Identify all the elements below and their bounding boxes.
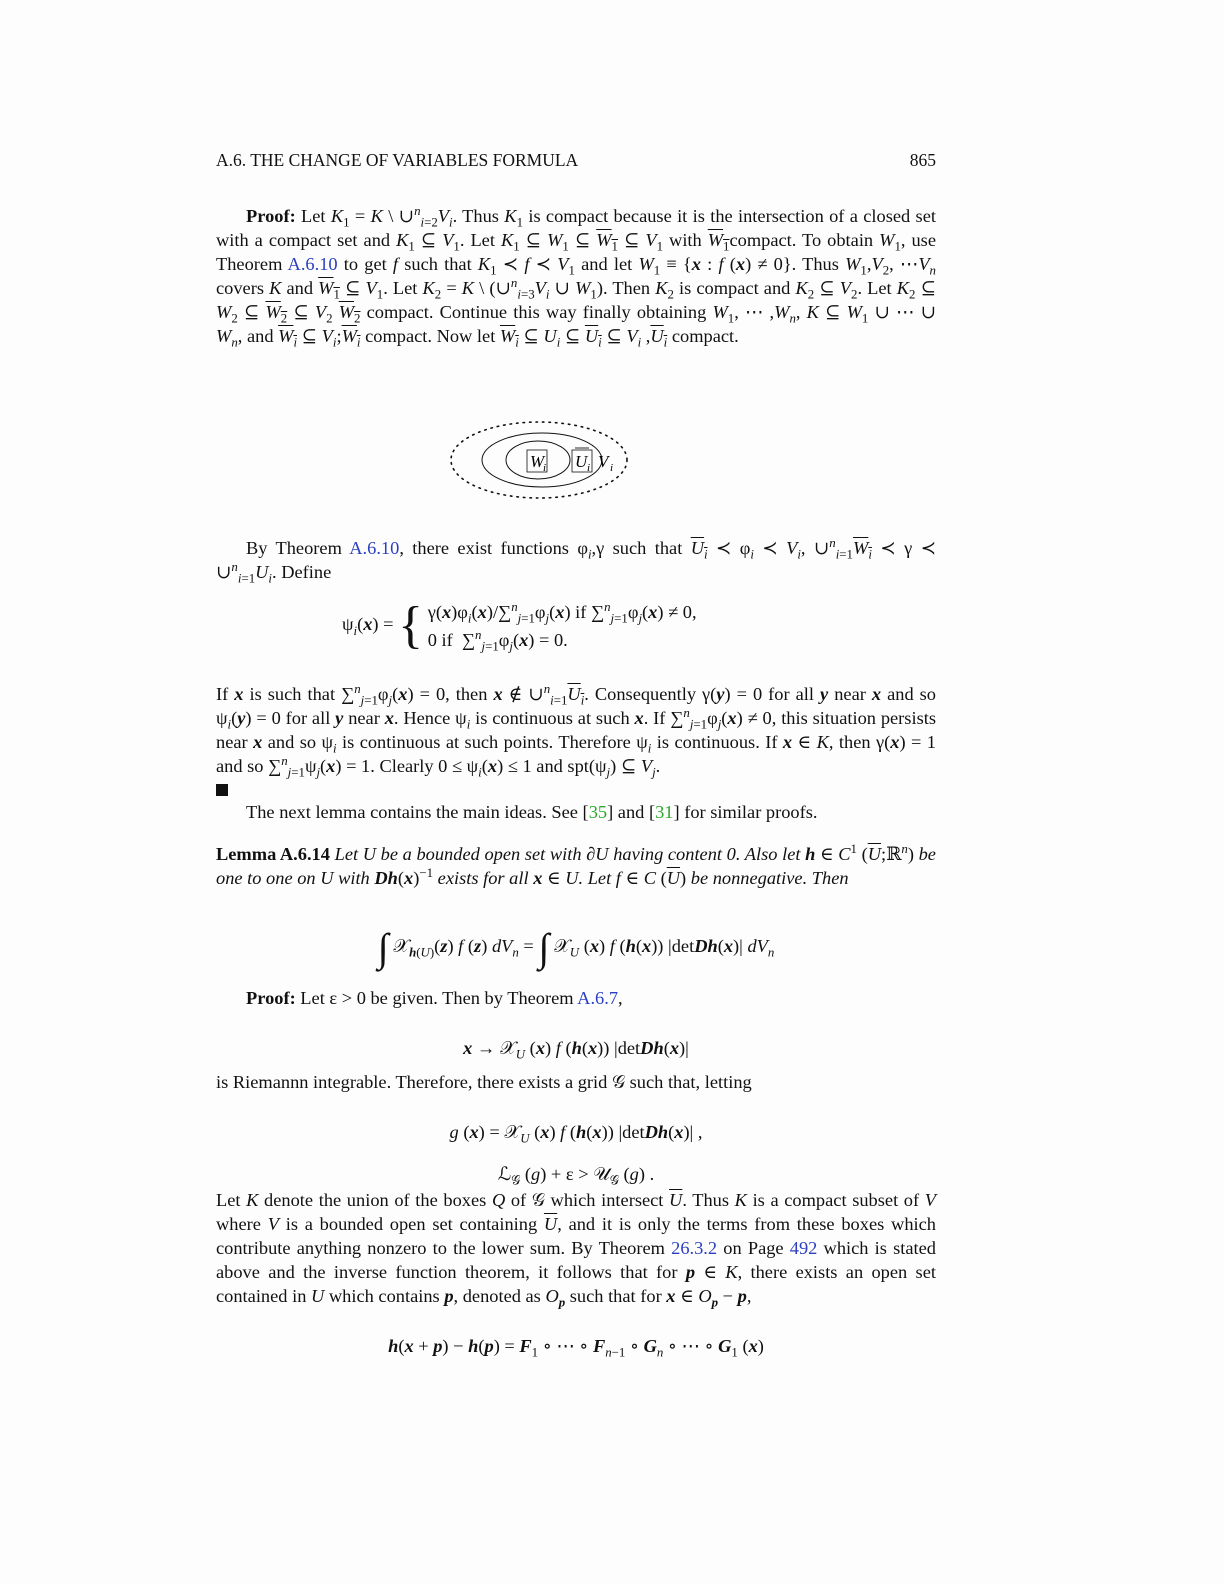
citation-link[interactable]: 35 — [588, 802, 608, 822]
paragraph-4: The next lemma contains the main ideas. See [35] and [31] for similar proofs. — [246, 802, 818, 822]
riemann-integrable-sentence: is Riemannn integrable. Therefore, there exists a grid 𝒢 such that, letting — [216, 1072, 752, 1092]
running-header — [216, 148, 936, 172]
lemma-statement: Lemma A.6.14 Let U be a bounded open set with ∂U having content 0. Also let h ∈ $C^1$ $(\overline{U};ℝ^n)$ be one to one on U with $Dh(x)^{-1}$ exists for all x ∈ U. Let f ∈ C $(\overline{U})$ be nonnegative. Then — [216, 841, 936, 888]
header-section: A.6. THE CHANGE OF VARIABLES FORMULA — [216, 150, 579, 170]
u-label: U — [575, 452, 588, 471]
paragraph-2: By Theorem A.6.10, there exist functions $\varphi_i,\gamma$ such that $U_i$ ≺ $\varphi_i$ ≺ $V_i$, $\cup^n_{i=1}W_i$ ≺ γ ≺ $\cup^n_{i=1}U_i$. Define — [216, 535, 936, 586]
nested-sets-figure — [446, 414, 636, 506]
paragraph-6: Let K denote the union of the boxes Q of 𝒢 which intersect $\overline{U}$. Thus K is a compact subset of V where V is a bounded open set containing $\overline{U}$, and it is only the terms from these boxes which contribute anything nonzero to the lower sum. By Theorem 26.3.2 on Page 492 which is stated above and the inverse function theorem, it follows that for p ∈ K, there exists an open set contained in U which contains p, denoted as $O_p$ such that for x ∈ $O_p - p$, — [216, 1190, 937, 1310]
integrand-map-equation: x → 𝒳$_U$ (x) f (h(x)) |detDh(x)| — [463, 1038, 689, 1062]
proof-label: Proof: — [246, 206, 296, 226]
v-subscript: i — [610, 462, 614, 474]
end-of-proof-square — [216, 784, 228, 796]
proof-label: Proof: — [246, 988, 296, 1008]
v-label: V — [598, 452, 609, 471]
theorem-link[interactable]: A.6.10 — [287, 254, 338, 274]
w-label: W — [530, 452, 545, 471]
theorem-link[interactable]: A.6.7 — [577, 988, 619, 1008]
citation-link[interactable]: 31 — [655, 802, 674, 822]
lower-upper-sum-inequality: ℒ$_𝒢$ (g) + ε > 𝒰$_𝒢$ (g) . — [497, 1164, 655, 1188]
proof-paragraph-1: Proof: Let $K_1 = K$ \ $\cup^n_{i=2}V_i$. Thus $K_1$ is compact because it is the intersection of a closed set with a compact set and $K_1$ ⊆ $V_1$. Let $K_1$ ⊆ $W_1$ ⊆ $W_1$ ⊆ $V_1$ with $W_1compact$. To obtain $W_1$, use Theorem A.6.10 to get f such that $K_1$ ≺ f ≺ $V_1$ and let $W_1 \equiv \{x$ : f (x) ≠ 0}. Thus $W_1,V_2$, $\cdots V_n$ covers K and $W_1$ ⊆ $V_1$. Let $K_2 = K$ \ ($\cup^n_{i=3}V_i$ ∪ $W_1$). Then $K_2$ is compact and $K_2$ ⊆ $V_2$. Let $K_2$ ⊆ $W_2$ ⊆ $W_2$ ⊆ $V_2$ $W_2$ compact. Continue this way finally obtaining $W_1$, ⋯ $,W_n$, K ⊆ $W_1$ ∪ ⋯ ∪ $W_n$, and $W_i$ ⊆ $V_i;W_i$ compact. Now let $W_i$ ⊆ $U_i$ ⊆ $U_i$ ⊆ $V_i$ $,U_i$ compact. — [216, 203, 936, 350]
theorem-link[interactable]: 26.3.2 — [671, 1238, 718, 1258]
psi-definition-equation: $\psi_i(x)$ = { $\gamma(x)\varphi_i(x)/\sum^n_{j=1}\varphi_j(x)$ if $\sum^n_{j=1}\varphi_j(x) \ne 0$, 0 if $\sum^n_{j=1}\varphi_j(x) = 0$. — [342, 597, 697, 654]
g-definition-equation: g (x) = 𝒳$_U$ (x) f (h(x)) |detDh(x)| , — [449, 1122, 703, 1146]
change-of-variables-equation: ∫ 𝒳$_{h(U)}$(z) f (z) $dV_n$ = ∫ 𝒳$_U$ (x) f (h(x)) |detDh(x)| $dV_n$ — [377, 924, 775, 970]
page-link[interactable]: 492 — [789, 1238, 818, 1258]
paragraph-4-text: The next lemma contains the main ideas. See — [246, 802, 578, 822]
lemma-label: Lemma A.6.14 — [216, 844, 330, 864]
u-subscript: i — [587, 462, 591, 474]
composition-equation: $h(x + p) - h(p) = F_1$ ∘ ⋯ ∘ $F_{n-1}$ ∘ $G_n$ ∘ ⋯ ∘ $G_1$ (x) — [388, 1336, 764, 1360]
paragraph-3: If x is such that $\sum^n_{j=1}\varphi_j(x) = 0$, then x ∉ $\cup^n_{i=1}U_i$. Consequently γ(y) = 0 for all y near x and so $\psi_i(y) = 0$ for all y near x. Hence $\psi_i$ is continuous at such x. If $\sum^n_{j=1}\varphi_j(x) \ne 0$, this situation persists near x and so $\psi_i$ is continuous at such points. Therefore $\psi_i$ is continuous. If x ∈ K, then γ(x) = 1 and so $\sum^n_{j=1}\psi_j(x) = 1$. Clearly $0 \le \psi_i(x) \le 1$ and $spt(\psi_j)$ ⊆ $V_j$. — [216, 682, 936, 802]
proof-paragraph-2: Proof: Let ε > 0 be given. Then by Theorem A.6.7, — [246, 988, 623, 1008]
w-subscript: i — [543, 462, 547, 474]
theorem-link[interactable]: A.6.10 — [349, 538, 400, 558]
header-page-number: 865 — [909, 150, 936, 170]
paragraph-4-tail: for similar proofs. — [684, 802, 818, 822]
